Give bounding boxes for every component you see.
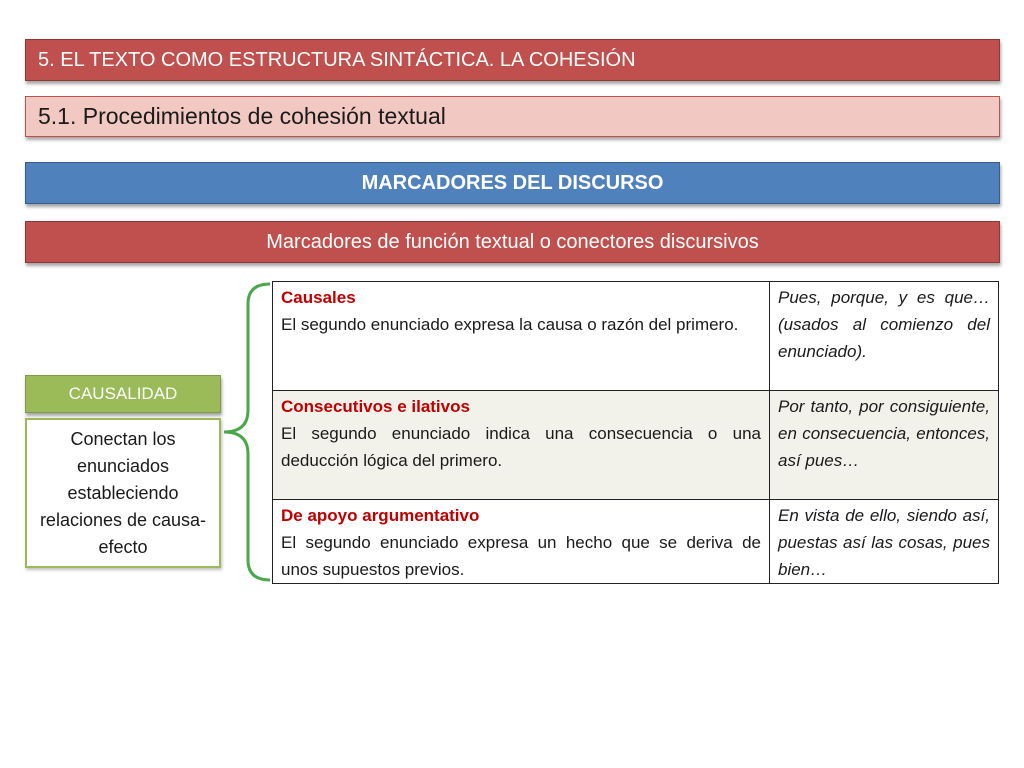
row-description: El segundo enunciado expresa un hecho que se deriva de unos supuestos previos.	[281, 533, 761, 579]
sub-banner	[25, 221, 1000, 263]
table-row	[273, 391, 999, 500]
row-examples: Por tanto, por consiguiente, en consecuencia, entonces, así pues…	[778, 397, 990, 470]
table-row	[273, 500, 999, 584]
row-description: El segundo enunciado indica una consecuencia o una deducción lógica del primero.	[281, 424, 761, 470]
category-description: Conectan los enunciados estableciendo relaciones de causa-efecto	[39, 429, 207, 557]
row-description-cell	[273, 500, 770, 584]
row-description-cell	[273, 391, 770, 500]
category-label: CAUSALIDAD	[68, 384, 178, 403]
row-description: El segundo enunciado expresa la causa o razón del primero.	[281, 315, 739, 334]
row-title: Causales	[281, 288, 356, 307]
subsection-title-bar	[25, 96, 1000, 137]
category-description-box	[25, 418, 221, 568]
row-title: Consecutivos e ilativos	[281, 397, 470, 416]
row-title: De apoyo argumentativo	[281, 506, 480, 525]
section-title: 5. EL TEXTO COMO ESTRUCTURA SINTÁCTICA. LA COHESIÓN	[38, 48, 636, 71]
category-tag	[25, 375, 221, 413]
curly-brace-icon	[218, 282, 274, 582]
row-examples: Pues, porque, y es que… (usados al comienzo del enunciado).	[778, 288, 990, 361]
section-title-bar	[25, 39, 1000, 81]
sub-banner-label: Marcadores de función textual o conectores discursivos	[266, 230, 759, 253]
subsection-title: 5.1. Procedimientos de cohesión textual	[38, 103, 446, 129]
row-examples-cell	[770, 391, 999, 500]
main-banner	[25, 162, 1000, 204]
row-description-cell	[273, 282, 770, 391]
row-examples: En vista de ello, siendo así, puestas así las cosas, pues bien…	[778, 506, 990, 579]
markers-table	[272, 281, 999, 584]
row-examples-cell	[770, 282, 999, 391]
row-examples-cell	[770, 500, 999, 584]
table-row	[273, 282, 999, 391]
main-banner-label: MARCADORES DEL DISCURSO	[361, 171, 664, 194]
